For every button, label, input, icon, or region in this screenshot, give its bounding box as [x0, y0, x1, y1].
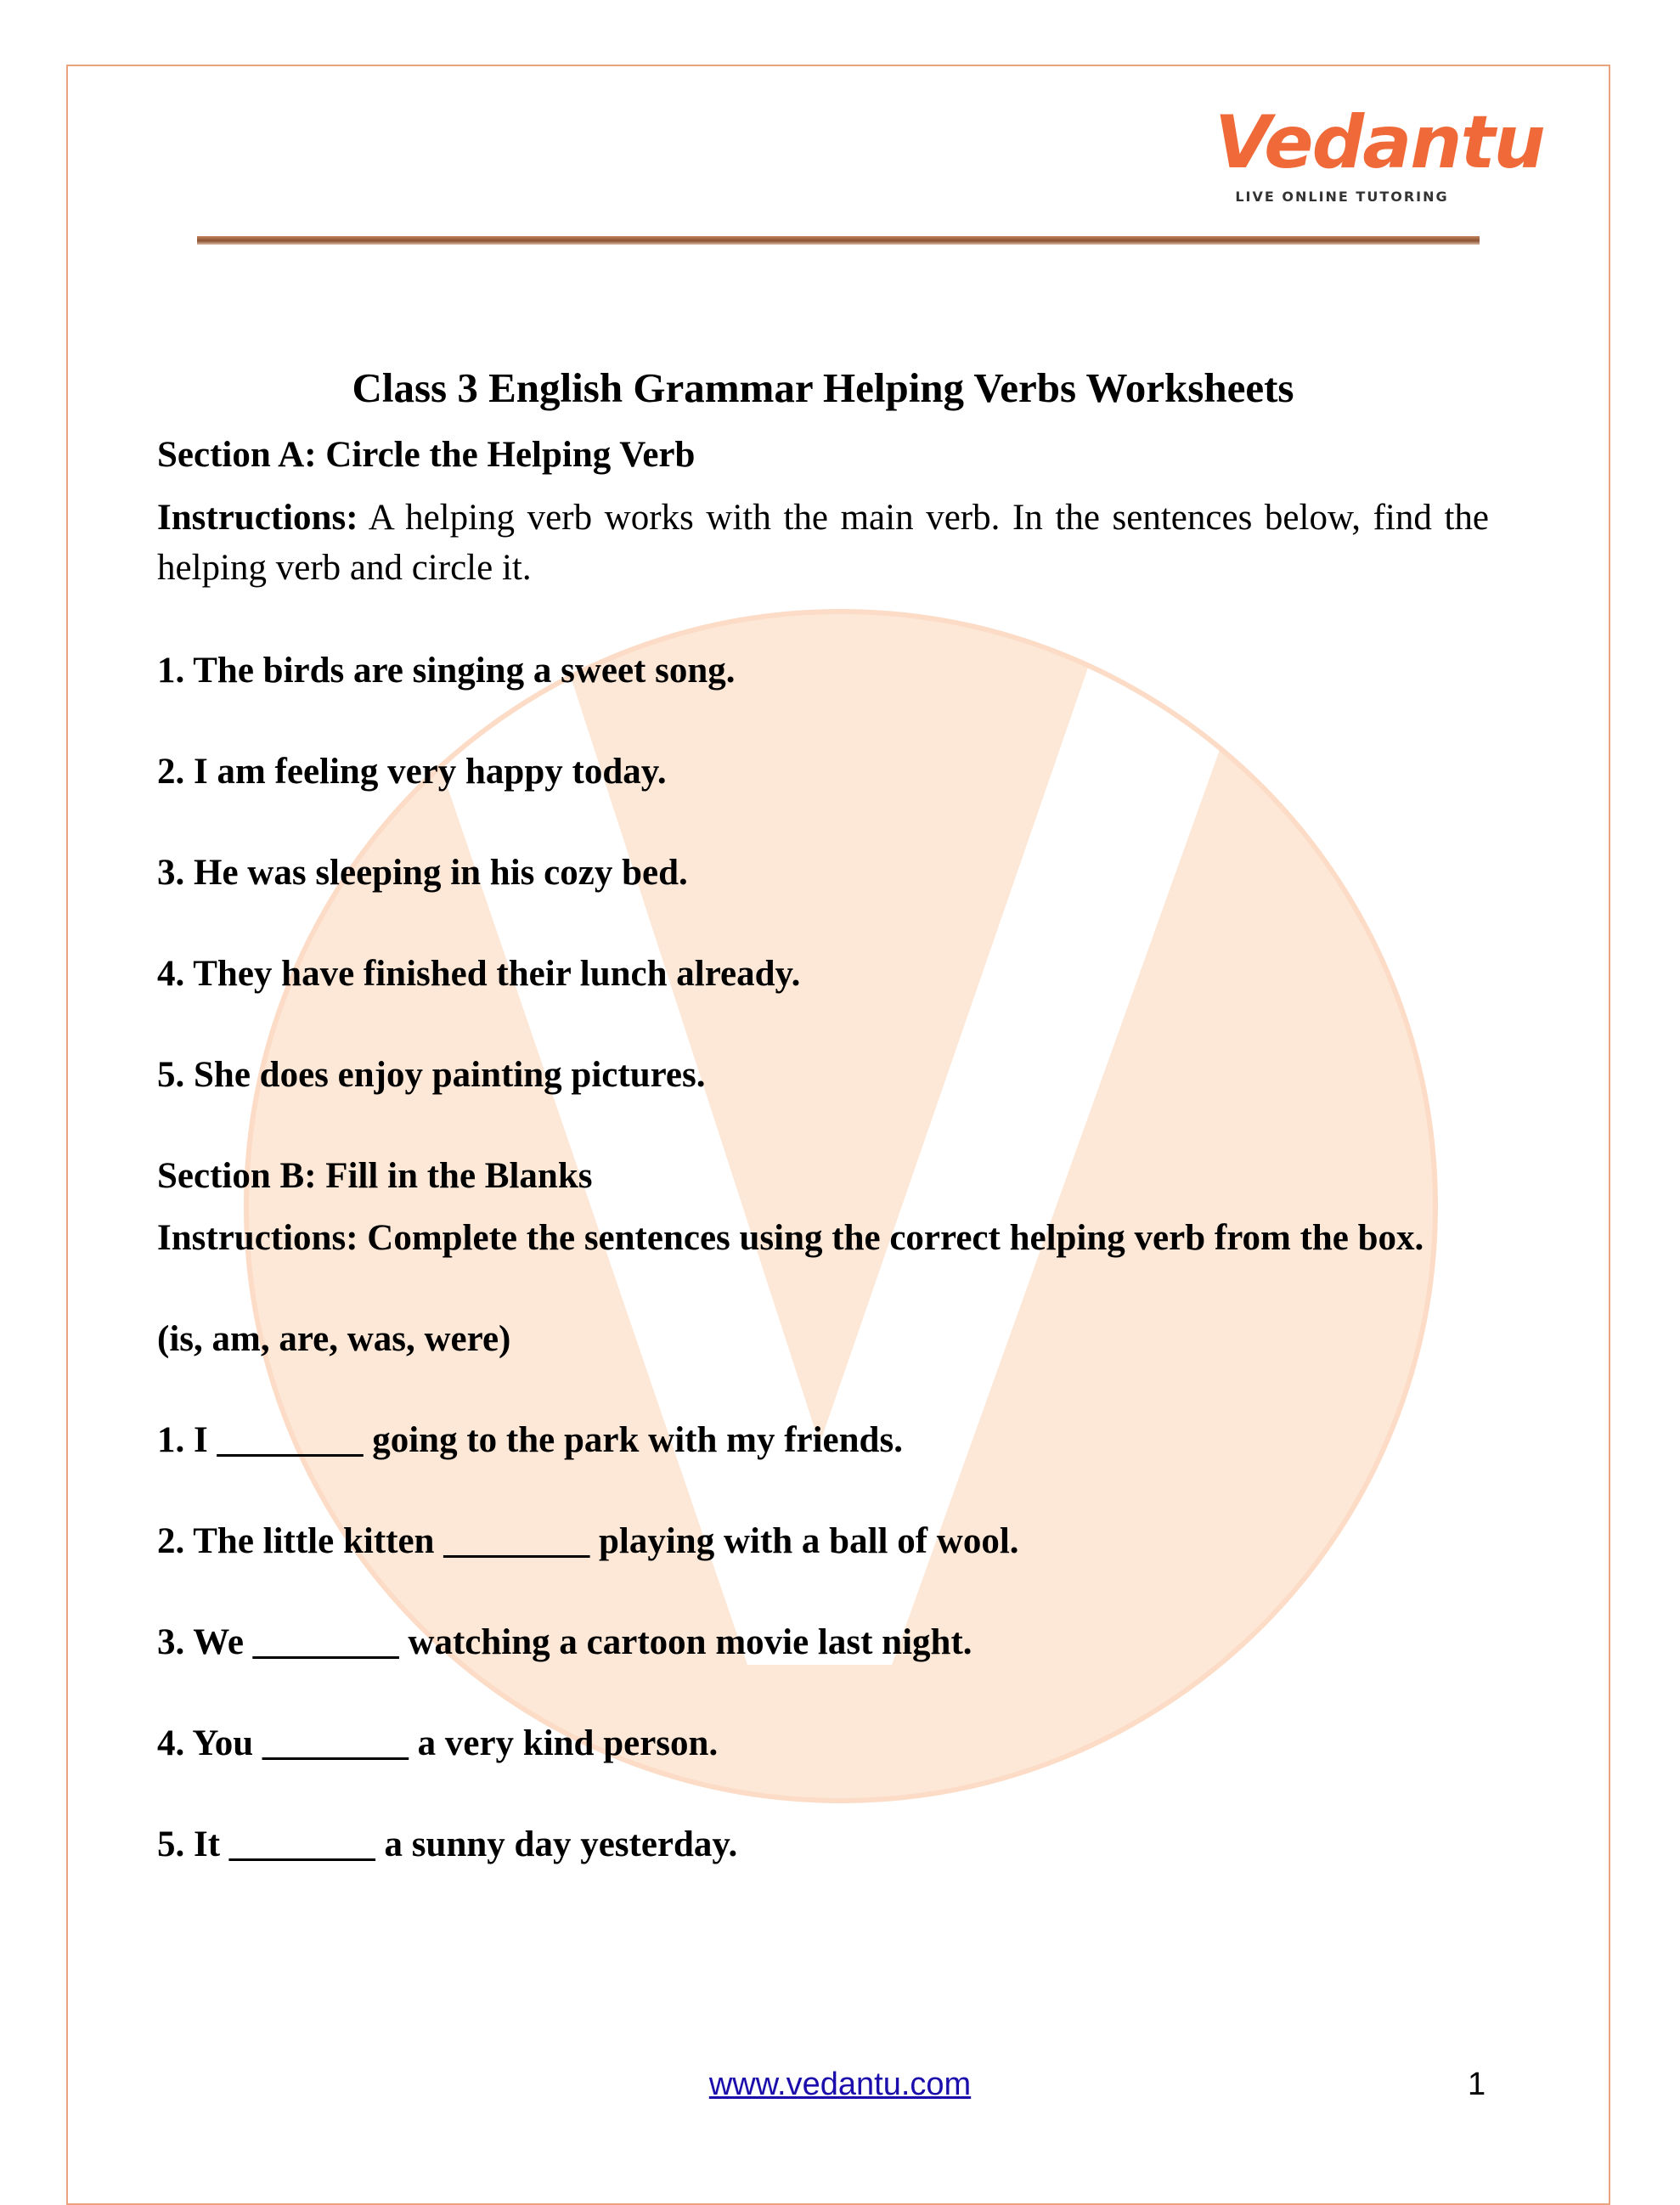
- section-a-item: 3. He was sleeping in his cozy bed.: [157, 853, 688, 893]
- vedantu-logo: [1215, 100, 1544, 219]
- section-b-item: 5. It ________ a sunny day yesterday.: [157, 1824, 738, 1864]
- section-b-item: 4. You ________ a very kind person.: [157, 1723, 719, 1763]
- footer-website-link[interactable]: www.vedantu.com: [708, 2067, 972, 2102]
- page-number: 1: [1468, 2067, 1486, 2102]
- section-a-item: 2. I am feeling very happy today.: [157, 752, 667, 792]
- section-a-item: 4. They have finished their lunch already.: [157, 954, 801, 994]
- section-a-heading: Section A: Circle the Helping Verb: [157, 435, 696, 475]
- section-a-item: 1. The birds are singing a sweet song.: [157, 651, 736, 691]
- instructions-label: Instructions:: [157, 498, 358, 538]
- section-a-item: 5. She does enjoy painting pictures.: [157, 1055, 706, 1095]
- section-b-instructions: Instructions: Complete the sentences using the correct helping verb from the box.: [157, 1218, 1424, 1258]
- instructions-text: A helping verb works with the main verb. In the sentences below, find the helping verb and circle it.: [157, 498, 1489, 588]
- header-divider: [197, 236, 1480, 245]
- word-box: (is, am, are, was, were): [157, 1319, 511, 1359]
- logo-tagline: LIVE ONLINE TUTORING: [1235, 189, 1449, 205]
- section-b-item: 1. I ________ going to the park with my friends.: [157, 1420, 903, 1460]
- page-title: Class 3 English Grammar Helping Verbs Worksheets: [352, 364, 1294, 411]
- section-b-item: 3. We ________ watching a cartoon movie last night.: [157, 1622, 972, 1662]
- logo-wordmark: Vedantu: [1215, 100, 1544, 185]
- section-b-item: 2. The little kitten ________ playing with a ball of wool.: [157, 1521, 1019, 1561]
- section-a-instructions: [157, 493, 1489, 593]
- section-b-heading: Section B: Fill in the Blanks: [157, 1156, 593, 1196]
